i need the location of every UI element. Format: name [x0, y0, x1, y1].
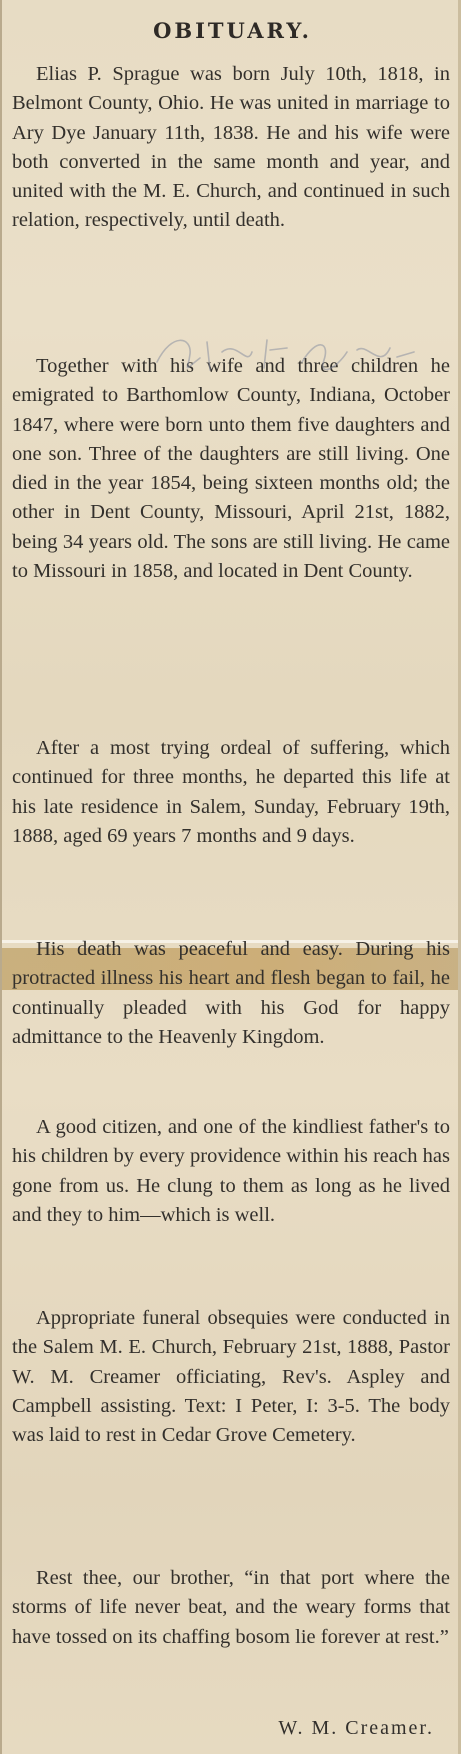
paragraph-rest — [12, 1564, 450, 1652]
paragraph-citizen — [12, 1113, 450, 1230]
paragraph-family — [12, 352, 450, 586]
paragraph-text: Elias P. Sprague was born July 10th, 1818, in Belmont County, Ohio. He was united in marriage to Ary Dye January 11th, 1838. He and his wife were both converted in the same month and year, and united with the M. E. Church, and continued in such relation, respectively, until death. — [12, 63, 450, 232]
paragraph-text: His death was peaceful and easy. During his protracted illness his heart and flesh began to fail, he continually pleaded with his God for happy admittance to the Heavenly Kingdom. — [12, 938, 450, 1048]
paragraph-death — [12, 734, 450, 851]
obituary-title: OBITUARY. — [153, 18, 312, 43]
paragraph-birth-marriage — [12, 60, 450, 236]
paragraph-text: After a most trying ordeal of suffering, which continued for three months, he departed this life at his late residence in Salem, Sunday, February 19th, 1888, aged 69 years 7 months and 9 days. — [12, 737, 450, 847]
paragraph-text: A good citizen, and one of the kindliest father's to his children by every providence within his reach has gone from us. He clung to them as long as he lived and they to him—which is well. — [12, 1116, 450, 1226]
paragraph-text: Together with his wife and three children he emigrated to Barthomlow County, Indiana, October 1847, where were born unto them five daughters and one son. Three of the daughters are still living. One died in the year 1854, being sixteen months old; the other in Dent County, Missouri, April 21st, 1882, being 34 years old. The sons are still living. He came to Missouri in 1858, and located in Dent County. — [12, 355, 450, 583]
paragraph-text: Rest thee, our brother, “in that port where the storms of life never beat, and the weary forms that have tossed on its chaffing bosom lie forever at rest.” — [12, 1567, 450, 1648]
paragraph-text: Appropriate funeral obsequies were conducted in the Salem M. E. Church, February 21st, 1888, Pastor W. M. Creamer officiating, Rev's. Aspley and Campbell assisting. Text: I Peter, I: 3-5. The body was laid to rest in Cedar Grove Cemetery. — [12, 1307, 450, 1447]
paragraph-funeral — [12, 1304, 450, 1450]
paragraph-peaceful-death — [12, 935, 450, 1052]
pencil-annotation — [152, 322, 432, 382]
signature: W. M. Creamer. — [278, 1717, 434, 1739]
